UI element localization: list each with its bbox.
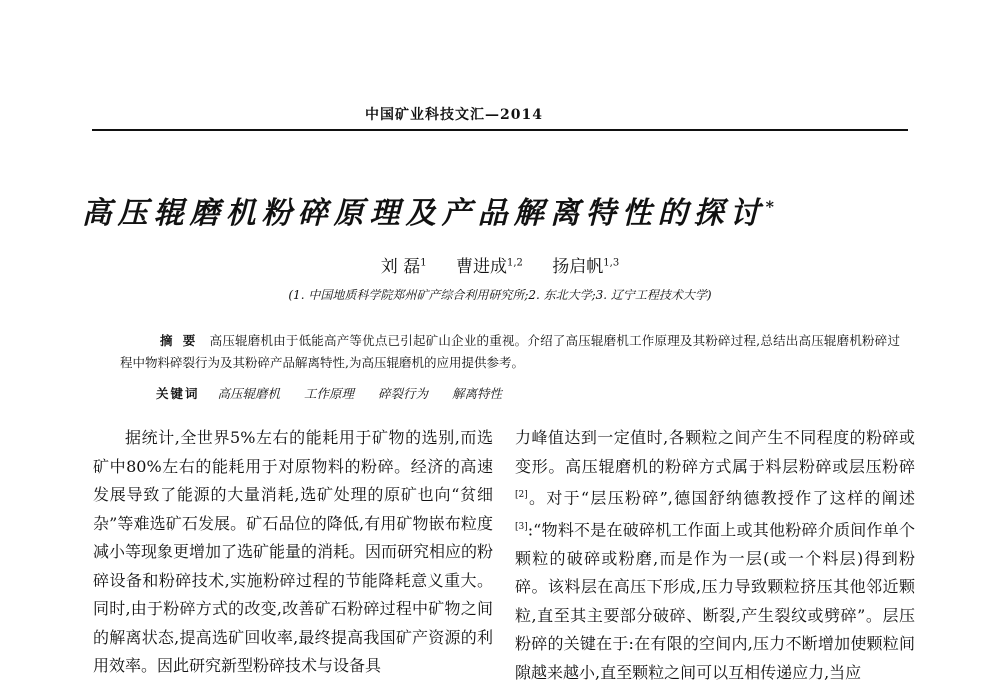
keyword: 碎裂行为 [378,386,429,401]
abstract-label: 摘要 [160,333,206,348]
citation-ref: [2] [515,490,528,500]
affiliations: (1. 中国地质科学院郑州矿产综合利用研究所;2. 东北大学;3. 辽宁工程技术大学) [288,288,712,302]
author-affil-mark: 1 [420,257,427,269]
header-rule [92,129,908,131]
body-column-right [515,424,915,687]
author [456,257,523,277]
paper-title [60,188,780,232]
author-affil-mark: 1,2 [506,257,523,269]
author-affil-mark: 1,3 [603,257,620,269]
author-name: 曹进成 [455,257,507,277]
body-paragraph [515,424,915,687]
abstract [120,330,900,374]
keywords-label: 关键词 [156,386,200,401]
keyword: 解离特性 [452,386,503,401]
body-text: 。对于“层压粉碎”,德国舒纳德教授作了这样的阐述 [527,488,915,508]
body-text: :“物料不是在破碎机工作面上或其他粉碎介质间作单个颗粒的破碎或粉磨,而是作为一层(或一个料层)得到粉碎。该料层在高压下形成,压力导致颗粒挤压其他邻近颗粒,直至其主要部分破碎、断裂,产生裂纹或劈碎”。层压粉碎的关键在于:在有限的空间内,压力不断增加使颗粒间隙越来越小,直至颗粒之间可以互相传递应力,当应 [515,520,915,682]
author-name: 刘 磊 [380,257,421,277]
body-column-left [93,424,493,681]
title-text: 高压辊磨机粉碎原理及产品解离特性的探讨 [81,196,766,231]
author-list [0,252,1000,277]
author [381,257,427,277]
author [552,257,619,277]
author-name: 扬启帆 [552,257,604,277]
title-footnote-mark: * [765,197,780,216]
keyword-list [218,386,523,401]
keywords [156,384,856,402]
abstract-text: 高压辊磨机由于低能高产等优点已引起矿山企业的重视。介绍了高压辊磨机工作原理及其粉碎过程,总结出高压辊磨机粉碎过程中物料碎裂行为及其粉碎产品解离特性,为高压辊磨机的应用提供参考。 [120,333,900,370]
citation-ref: [3] [515,521,528,532]
body-text: 力峰值达到一定值时,各颗粒之间产生不同程度的粉碎或变形。高压辊磨机的粉碎方式属于料层粉碎或层压粉碎 [515,428,915,476]
keyword: 工作原理 [304,386,355,401]
keyword: 高压辊磨机 [217,386,281,401]
journal-header: 中国矿业科技文汇—2014 [365,107,543,123]
body-paragraph: 据统计,全世界5%左右的能耗用于矿物的选别,而选矿中80%左右的能耗用于对原物料的粉碎。经济的高速发展导致了能源的大量消耗,选矿处理的原矿也向“贫细杂”等难选矿石发展。矿石品位的降低,有用矿物嵌布粒度减小等现象更增加了选矿能量的消耗。因而研究相应的粉碎设备和粉碎技术,实施粉碎过程的节能降耗意义重大。同时,由于粉碎方式的改变,改善矿石粉碎过程中矿物之间的解离状态,提高选矿回收率,最终提高我国矿产资源的利用效率。因此研究新型粉碎技术与设备具 [93,428,494,675]
